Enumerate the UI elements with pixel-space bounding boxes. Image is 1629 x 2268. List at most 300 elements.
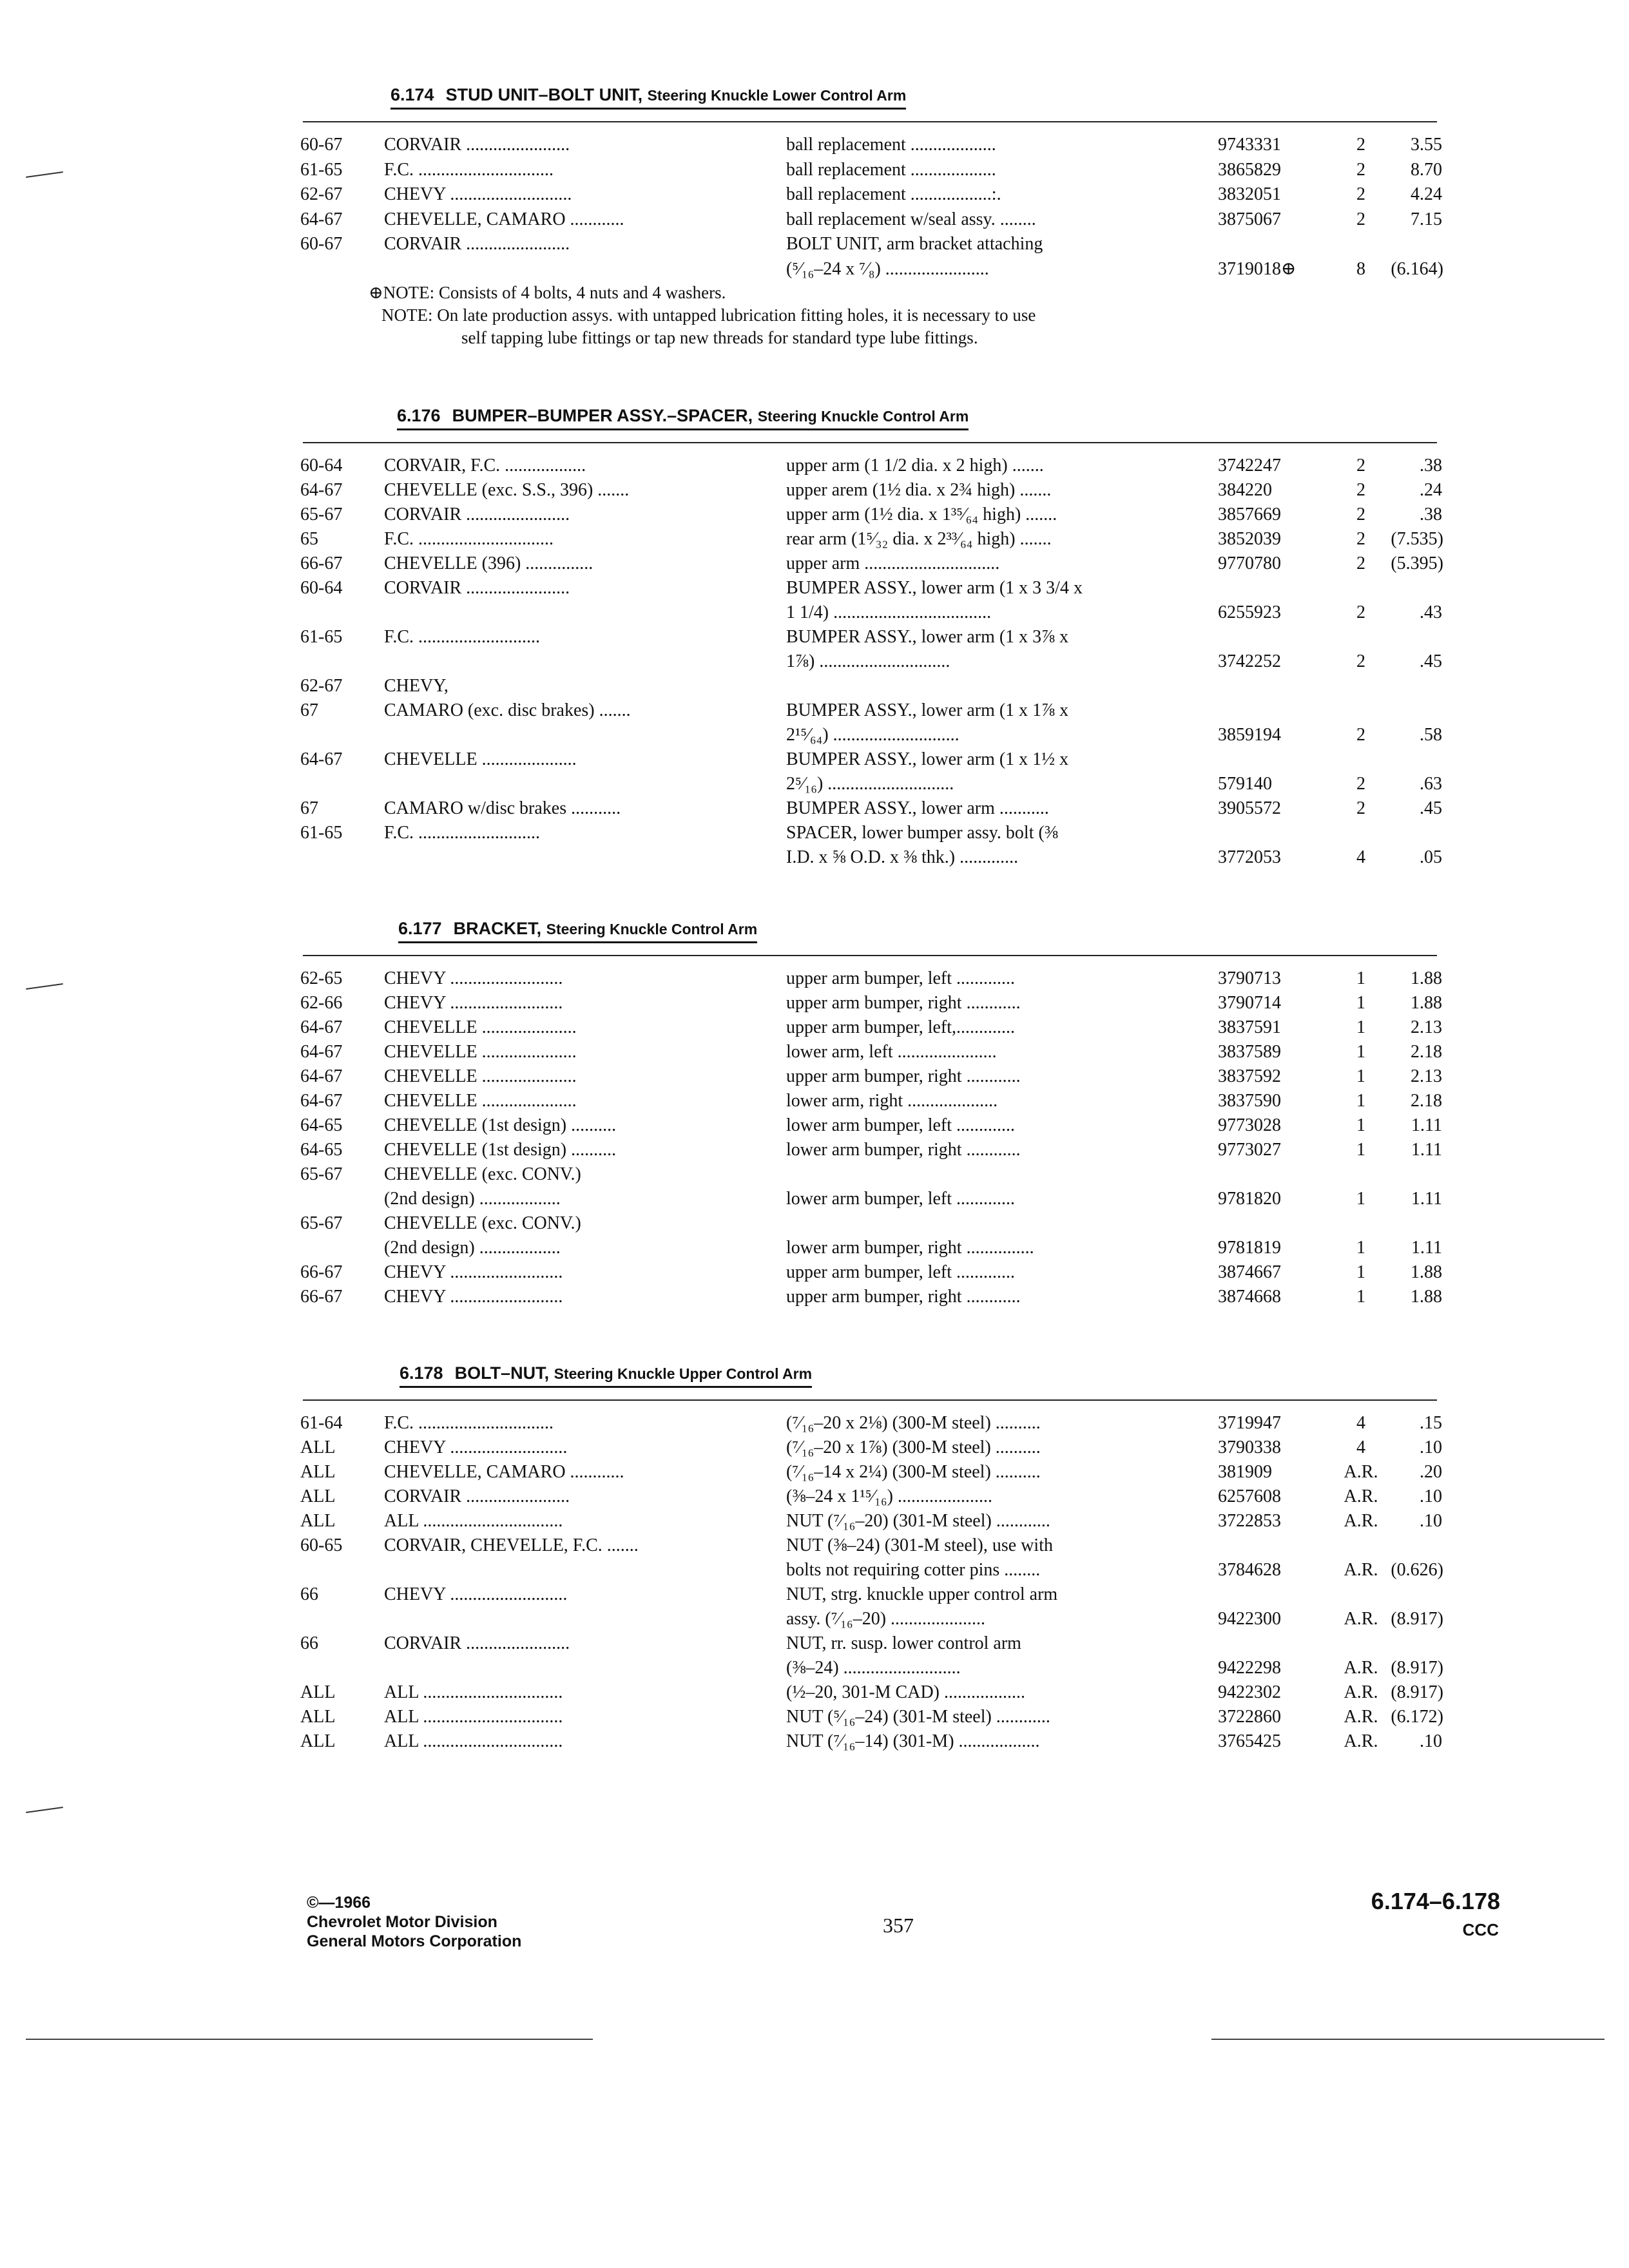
quantity-cell: 2 [1356,529,1365,549]
description-cell: lower arm, left ...................... [786,1042,997,1062]
table-row [0,1138,1629,1162]
section-title-rest: Steering Knuckle Upper Control Arm [554,1365,813,1382]
part-number-cell: 3719018⊕ [1218,258,1296,279]
part-number-cell: 3784628 [1218,1560,1281,1580]
model-cell: CORVAIR ....................... [384,1486,570,1506]
description-cell: ball replacement ................... [786,135,996,155]
quantity-cell: 2 [1356,184,1365,204]
description-cell: ball replacement w/seal assy. ........ [786,209,1036,229]
description-cell: upper arm bumper, left ............. [786,968,1016,988]
model-cell: CORVAIR ....................... [384,135,570,155]
table-row [0,1607,1629,1631]
model-cell: CAMARO w/disc brakes ........... [384,798,621,818]
year-cell: 65 [300,529,318,549]
quantity-cell: 2 [1356,602,1365,622]
part-number-cell: 3865829 [1218,159,1281,180]
quantity-cell: 2 [1356,553,1365,573]
section-title-rest: Steering Knuckle Control Arm [757,408,969,425]
quantity-cell: 4 [1356,1413,1365,1433]
section-range: 6.174–6.178 [1371,1888,1500,1914]
description-cell: BOLT UNIT, arm bracket attaching [786,234,1043,254]
table-row [0,527,1629,552]
year-cell: 62-67 [300,676,343,696]
section-rule [303,442,1437,443]
quantity-cell: A.R. [1344,1511,1378,1531]
table-row [0,576,1629,601]
part-number-cell: 3874667 [1218,1262,1281,1282]
quantity-cell: 1 [1356,1262,1365,1282]
section-title-6-174 [390,85,906,110]
table-row [0,232,1629,256]
table-row [0,1260,1629,1285]
price-cell: 3.55 [1411,135,1442,155]
description-cell: (⅜–24 x 1¹⁵⁄₁₆) ..................... [786,1486,993,1506]
table-row [0,601,1629,625]
year-cell: 62-67 [300,184,343,204]
description-cell: rear arm (1⁵⁄₃₂ dia. x 2³³⁄₆₄ high) ....... [786,529,1052,549]
year-cell: 60-64 [300,456,343,476]
table-row [0,698,1629,723]
price-cell: 2.18 [1411,1091,1442,1111]
price-cell: .63 [1420,774,1442,794]
table-row [0,649,1629,674]
price-cell: .38 [1420,505,1442,524]
table-row [0,991,1629,1015]
part-number-cell: 381909 [1218,1462,1272,1482]
description-cell: lower arm bumper, left ............. [786,1115,1016,1135]
model-cell: (2nd design) .................. [384,1238,561,1258]
footer-code: CCC [1462,1920,1499,1939]
model-cell: CHEVY ......................... [384,993,563,1013]
price-cell: .10 [1420,1486,1442,1506]
price-cell: .45 [1420,798,1442,818]
quantity-cell: 2 [1356,774,1365,794]
part-number-cell: 9773027 [1218,1140,1281,1160]
description-cell: lower arm bumper, right ............... [786,1238,1034,1258]
part-number-cell: 3790714 [1218,993,1281,1013]
year-cell: 65-67 [300,1164,343,1184]
section-number: 6.178 [400,1363,443,1383]
part-number-cell: 3859194 [1218,725,1281,745]
description-cell: NUT (⁵⁄₁₆–24) (301-M steel) ............ [786,1707,1050,1727]
description-cell: assy. (⁷⁄₁₆–20) ..................... [786,1609,986,1629]
description-cell: upper arm bumper, left ............. [786,1262,1016,1282]
note-3: self tapping lube fittings or tap new threads for standard type lube fittings. [461,328,978,347]
quantity-cell: 1 [1356,1066,1365,1086]
price-cell: .15 [1420,1413,1442,1433]
table-row [0,1656,1629,1680]
price-cell: .05 [1420,847,1442,867]
table-row [0,747,1629,772]
price-cell: 2.13 [1411,1066,1442,1086]
note-1: ⊕NOTE: Consists of 4 bolts, 4 nuts and 4 washers. [369,283,726,302]
table-row [0,1582,1629,1607]
model-cell: CORVAIR, CHEVELLE, F.C. ....... [384,1535,639,1555]
price-cell: 1.11 [1411,1140,1442,1160]
part-number-cell: 6255923 [1218,602,1281,622]
table-row [0,1631,1629,1656]
year-cell: ALL [300,1682,336,1702]
year-cell: 67 [300,798,318,818]
model-cell: CORVAIR ....................... [384,234,570,254]
table-row [0,845,1629,870]
price-cell: .38 [1420,456,1442,476]
quantity-cell: 1 [1356,1042,1365,1062]
page-number: 357 [883,1914,914,1937]
price-cell: 4.24 [1411,184,1442,204]
table-row [0,1411,1629,1436]
description-cell: NUT, rr. susp. lower control arm [786,1633,1021,1653]
price-cell: 1.88 [1411,993,1442,1013]
description-cell: 1⅞) ............................. [786,651,950,671]
price-cell: 2.13 [1411,1017,1442,1037]
year-cell: 61-65 [300,823,343,843]
year-cell: 64-67 [300,1091,343,1111]
model-cell: F.C. .............................. [384,159,554,180]
table-row [0,1113,1629,1138]
model-cell: CHEVELLE ..................... [384,1042,577,1062]
description-cell: BUMPER ASSY., lower arm (1 x 3⅞ x [786,627,1069,647]
description-cell: BUMPER ASSY., lower arm (1 x 1⅞ x [786,700,1069,720]
year-cell: ALL [300,1707,336,1727]
part-number-cell: 9743331 [1218,135,1281,155]
quantity-cell: 4 [1356,847,1365,867]
page-bottom-rule-right [1211,2039,1605,2040]
description-cell: upper arm (1½ dia. x 1³⁵⁄₆₄ high) ....... [786,505,1057,524]
table-row [0,723,1629,747]
description-cell: NUT (⅜–24) (301-M steel), use with [786,1535,1053,1555]
part-number-cell: 3837590 [1218,1091,1281,1111]
price-cell: (7.535) [1391,529,1443,549]
part-number-cell: 3765425 [1218,1731,1281,1751]
year-cell: 64-67 [300,209,343,229]
table-row [0,1680,1629,1705]
price-cell: 1.11 [1411,1238,1442,1258]
year-cell: 60-64 [300,578,343,598]
model-cell: F.C. ........................... [384,627,541,647]
price-cell: .58 [1420,725,1442,745]
model-cell: CHEVELLE ..................... [384,1066,577,1086]
table-row [0,1089,1629,1113]
table-row [0,1064,1629,1089]
year-cell: 66-67 [300,1287,343,1307]
description-cell: upper arm bumper, right ............ [786,993,1021,1013]
price-cell: (8.917) [1391,1658,1443,1678]
table-row [0,1436,1629,1460]
quantity-cell: A.R. [1344,1707,1378,1727]
price-cell: .45 [1420,651,1442,671]
description-cell: upper arm bumper, right ............ [786,1287,1021,1307]
table-row [0,1460,1629,1485]
part-number-cell: 3875067 [1218,209,1281,229]
price-cell: .10 [1420,1437,1442,1457]
quantity-cell: 1 [1356,1115,1365,1135]
description-cell: upper arm bumper, left,............. [786,1017,1016,1037]
table-row [0,1558,1629,1582]
quantity-cell: 1 [1356,1017,1365,1037]
price-cell: 2.18 [1411,1042,1442,1062]
part-number-cell: 3742252 [1218,651,1281,671]
year-cell: ALL [300,1511,336,1531]
description-cell: (⁷⁄₁₆–20 x 1⅞) (300-M steel) .......... [786,1437,1041,1457]
year-cell: 66-67 [300,1262,343,1282]
year-cell: 62-65 [300,968,343,988]
price-cell: (8.917) [1391,1682,1443,1702]
table-row [0,821,1629,845]
table-row [0,552,1629,576]
part-number-cell: 6257608 [1218,1486,1281,1506]
table-row [0,1162,1629,1187]
quantity-cell: A.R. [1344,1609,1378,1629]
description-cell: upper arm (1 1/2 dia. x 2 high) ....... [786,456,1044,476]
model-cell: CORVAIR ....................... [384,505,570,524]
section-title-6-178 [400,1363,812,1388]
model-cell: CHEVELLE ..................... [384,1091,577,1111]
quantity-cell: A.R. [1344,1682,1378,1702]
year-cell: 64-65 [300,1140,343,1160]
model-cell: ALL ............................... [384,1682,563,1702]
description-cell: upper arm .............................. [786,553,1000,573]
year-cell: 62-66 [300,993,343,1013]
year-cell: 64-65 [300,1115,343,1135]
model-cell: (2nd design) .................. [384,1189,561,1209]
table-row [0,772,1629,796]
scan-mark [26,1807,63,1813]
table-row [0,1729,1629,1754]
part-number-cell: 9422298 [1218,1658,1281,1678]
section-rule [303,955,1437,956]
description-cell: SPACER, lower bumper assy. bolt (⅜ [786,823,1058,843]
year-cell: 64-67 [300,1066,343,1086]
section-number: 6.177 [398,919,442,938]
part-number-cell: 9770780 [1218,553,1281,573]
description-cell: NUT (⁷⁄₁₆–20) (301-M steel) ............ [786,1511,1050,1531]
year-cell: 64-67 [300,749,343,769]
quantity-cell: 2 [1356,456,1365,476]
model-cell: CHEVELLE, CAMARO ............ [384,209,624,229]
model-cell: CHEVELLE (exc. CONV.) [384,1213,581,1233]
model-cell: ALL ............................... [384,1707,563,1727]
part-number-cell: 3722860 [1218,1707,1281,1727]
price-cell: 1.88 [1411,1287,1442,1307]
part-number-cell: 3874668 [1218,1287,1281,1307]
description-cell: 1 1/4) ................................... [786,602,992,622]
quantity-cell: 2 [1356,725,1365,745]
year-cell: ALL [300,1437,336,1457]
price-cell: (8.917) [1391,1609,1443,1629]
copyright-line: General Motors Corporation [307,1932,522,1950]
year-cell: ALL [300,1462,336,1482]
copyright-line: Chevrolet Motor Division [307,1913,497,1931]
description-cell: NUT, strg. knuckle upper control arm [786,1584,1058,1604]
table-row [0,207,1629,232]
part-number-cell: 9781820 [1218,1189,1281,1209]
year-cell: 65-67 [300,1213,343,1233]
table-row [0,454,1629,478]
copyright-block [307,1893,521,1951]
quantity-cell: 2 [1356,651,1365,671]
page-bottom-rule-left [26,2039,593,2040]
description-cell: (⅜–24) .......................... [786,1658,961,1678]
quantity-cell: 2 [1356,505,1365,524]
quantity-cell: 2 [1356,159,1365,180]
description-cell: (⁵⁄₁₆–24 x ⁷⁄₈) ....................... [786,258,989,279]
quantity-cell: 1 [1356,1091,1365,1111]
model-cell: CHEVELLE (1st design) .......... [384,1115,617,1135]
model-cell: CHEVELLE (exc. CONV.) [384,1164,581,1184]
year-cell: 61-65 [300,159,343,180]
description-cell: BUMPER ASSY., lower arm ........... [786,798,1049,818]
description-cell: (⁷⁄₁₆–14 x 2¼) (300-M steel) .......... [786,1462,1041,1482]
quantity-cell: 1 [1356,1238,1365,1258]
model-cell: CHEVY ........................... [384,184,572,204]
table-row [0,674,1629,698]
table-row [0,796,1629,821]
price-cell: (6.172) [1391,1707,1443,1727]
price-cell: 1.88 [1411,968,1442,988]
model-cell: CAMARO (exc. disc brakes) ....... [384,700,631,720]
copyright-line: ©—1966 [307,1894,371,1912]
model-cell: CORVAIR ....................... [384,578,570,598]
quantity-cell: A.R. [1344,1731,1378,1751]
model-cell: CHEVY, [384,676,448,696]
quantity-cell: 1 [1356,1287,1365,1307]
year-cell: 66-67 [300,553,343,573]
year-cell: ALL [300,1486,336,1506]
quantity-cell: A.R. [1344,1486,1378,1506]
price-cell: 1.11 [1411,1189,1442,1209]
year-cell: 61-65 [300,627,343,647]
table-row [0,182,1629,207]
part-number-cell: 9422302 [1218,1682,1281,1702]
model-cell: CHEVELLE, CAMARO ............ [384,1462,624,1482]
description-cell: bolts not requiring cotter pins ........ [786,1560,1041,1580]
year-cell: 64-67 [300,1017,343,1037]
section-title-6-177 [398,919,757,943]
model-cell: ALL ............................... [384,1731,563,1751]
section-rule [303,1399,1437,1401]
price-cell: .24 [1420,480,1442,500]
description-cell: lower arm, right .................... [786,1091,998,1111]
price-cell: (5.395) [1391,553,1443,573]
table-row [0,625,1629,649]
model-cell: CHEVELLE ..................... [384,749,577,769]
table-row [0,1040,1629,1064]
description-cell: ball replacement ..................:. [786,184,1001,204]
part-number-cell: 3857669 [1218,505,1281,524]
part-number-cell: 3742247 [1218,456,1281,476]
section-title-rest: Steering Knuckle Control Arm [546,921,758,937]
table-row [0,478,1629,503]
year-cell: 60-67 [300,135,343,155]
table-row [0,1705,1629,1729]
quantity-cell: 1 [1356,1189,1365,1209]
model-cell: CORVAIR, F.C. .................. [384,456,586,476]
quantity-cell: 1 [1356,1140,1365,1160]
model-cell: CHEVELLE (exc. S.S., 396) ....... [384,480,630,500]
quantity-cell: 2 [1356,209,1365,229]
table-row [0,1509,1629,1533]
year-cell: 65-67 [300,505,343,524]
table-row [0,966,1629,991]
model-cell: CHEVY ......................... [384,968,563,988]
quantity-cell: A.R. [1344,1462,1378,1482]
price-cell: .20 [1420,1462,1442,1482]
price-cell: .10 [1420,1731,1442,1751]
table-row [0,503,1629,527]
note-2: NOTE: On late production assys. with untapped lubrication fitting holes, it is necessary to use [381,305,1036,325]
section-title-bold: BUMPER–BUMPER ASSY.–SPACER, [452,406,753,425]
part-number-cell: 3832051 [1218,184,1281,204]
part-number-cell: 9422300 [1218,1609,1281,1629]
table-row [0,1485,1629,1509]
description-cell: I.D. x ⅝ O.D. x ⅜ thk.) ............. [786,847,1019,867]
part-number-cell: 3837591 [1218,1017,1281,1037]
table-row [0,257,1629,282]
model-cell: CHEVELLE (396) ............... [384,553,593,573]
part-number-cell: 3852039 [1218,529,1281,549]
part-number-cell: 9781819 [1218,1238,1281,1258]
section-rule [303,121,1437,122]
description-cell: ball replacement ................... [786,159,996,180]
part-number-cell: 9773028 [1218,1115,1281,1135]
part-number-cell: 3790338 [1218,1437,1281,1457]
section-title-rest: Steering Knuckle Lower Control Arm [647,87,907,104]
part-number-cell: 3719947 [1218,1413,1281,1433]
section-number: 6.176 [397,406,441,425]
year-cell: 64-67 [300,480,343,500]
price-cell: 1.88 [1411,1262,1442,1282]
quantity-cell: 8 [1356,258,1365,279]
model-cell: CHEVELLE (1st design) .......... [384,1140,617,1160]
quantity-cell: 2 [1356,480,1365,500]
section-title-6-176 [397,406,969,430]
model-cell: CHEVY .......................... [384,1584,568,1604]
table-row [0,1533,1629,1558]
description-cell: BUMPER ASSY., lower arm (1 x 1½ x [786,749,1069,769]
part-number-cell: 579140 [1218,774,1272,794]
description-cell: NUT (⁷⁄₁₆–14) (301-M) .................. [786,1731,1040,1751]
quantity-cell: 1 [1356,968,1365,988]
table-row [0,133,1629,157]
section-title-bold: BOLT–NUT, [454,1363,550,1383]
part-number-cell: 3905572 [1218,798,1281,818]
description-cell: upper arm bumper, right ............ [786,1066,1021,1086]
section-number: 6.174 [390,85,434,104]
description-cell: lower arm bumper, right ............ [786,1140,1021,1160]
description-cell: (⁷⁄₁₆–20 x 2⅛) (300-M steel) .......... [786,1413,1041,1433]
year-cell: 60-65 [300,1535,343,1555]
model-cell: F.C. .............................. [384,529,554,549]
table-row [0,1015,1629,1040]
part-number-cell: 3772053 [1218,847,1281,867]
model-cell: CHEVELLE ..................... [384,1017,577,1037]
year-cell: ALL [300,1731,336,1751]
quantity-cell: 4 [1356,1437,1365,1457]
model-cell: F.C. ........................... [384,823,541,843]
table-row [0,1285,1629,1309]
part-number-cell: 384220 [1218,480,1272,500]
table-row [0,1236,1629,1260]
year-cell: 67 [300,700,318,720]
price-cell: 7.15 [1411,209,1442,229]
part-number-cell: 3790713 [1218,968,1281,988]
year-cell: 66 [300,1633,318,1653]
description-cell: upper arem (1½ dia. x 2¾ high) ....... [786,480,1052,500]
table-row [0,1187,1629,1211]
part-number-cell: 3837589 [1218,1042,1281,1062]
table-row [0,158,1629,182]
